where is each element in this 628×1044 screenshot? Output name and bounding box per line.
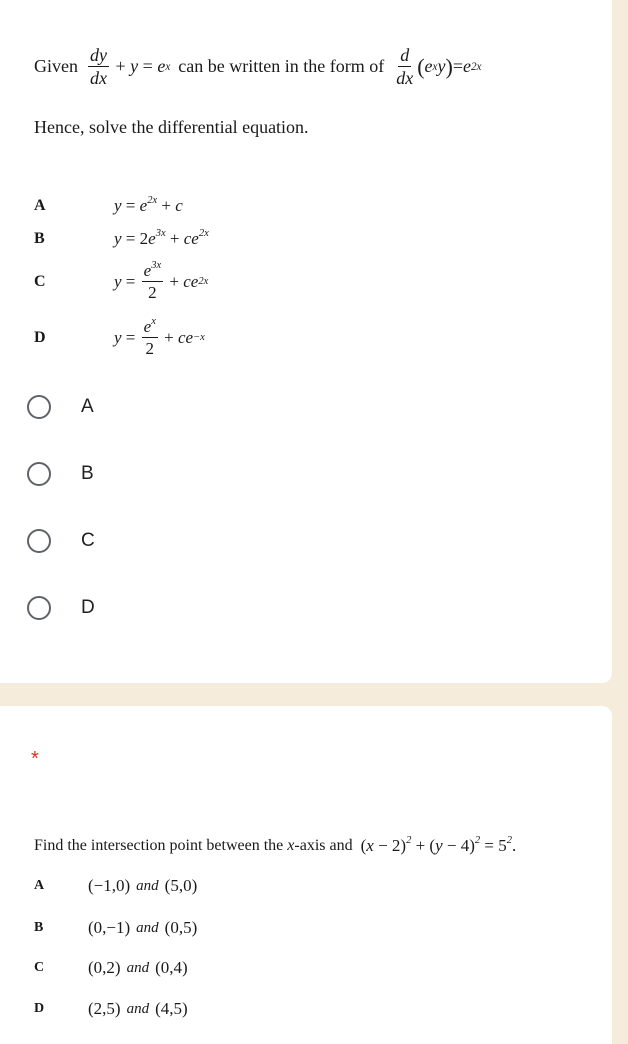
option-c-row <box>34 262 208 301</box>
option-c-expression: y = $\frac{e^{3x}}{2}$ + ce 2x <box>114 260 209 302</box>
option-b-expression: $y = 2e^{3x} + ce^{2x}$ <box>114 228 209 248</box>
q2-option-b-row <box>34 918 197 938</box>
radio-option-a[interactable] <box>27 395 94 419</box>
question-1-statement <box>34 46 482 87</box>
and-word: and <box>126 1000 150 1017</box>
question-card-2 <box>0 706 612 1044</box>
option-a-expression: $y = e^{2x} + c$ <box>114 195 183 215</box>
q2-option-c-row <box>34 958 188 978</box>
radio-label[interactable]: A <box>81 396 94 417</box>
point-1: (0,−1) <box>88 918 131 937</box>
option-letter: D <box>34 328 46 346</box>
point-2: (5,0) <box>164 876 198 895</box>
option-letter: C <box>34 272 46 290</box>
radio-circle-icon[interactable] <box>27 596 51 620</box>
point-1: (2,5) <box>88 999 121 1018</box>
circle-equation: $(x - 2)^2 + (y - 4)^2 = 5^2$. <box>360 835 517 855</box>
option-letter: A <box>34 878 45 893</box>
prompt-axis: x <box>287 837 295 854</box>
prompt-prefix: Find the intersection point between the <box>34 837 284 854</box>
point-2: (0,4) <box>155 958 188 977</box>
radio-label[interactable]: B <box>81 463 94 484</box>
point-1: (−1,0) <box>88 876 131 895</box>
hence-instruction: Hence, solve the differential equation. <box>34 117 309 137</box>
option-letter: A <box>34 197 46 214</box>
option-letter: B <box>34 920 44 935</box>
target-form-equation: $\frac{d}{dx}$ ( e x y ) = e 2x <box>396 45 482 88</box>
point-2: (0,5) <box>164 918 198 937</box>
option-a-row <box>34 196 183 216</box>
question-2-prompt <box>34 836 516 856</box>
option-letter: B <box>34 230 45 247</box>
radio-label[interactable]: D <box>81 597 95 618</box>
radio-circle-icon[interactable] <box>27 462 51 486</box>
and-word: and <box>136 919 159 936</box>
prompt-suffix: -axis and <box>294 837 353 854</box>
point-2: (4,5) <box>155 999 188 1018</box>
given-label: Given <box>34 56 78 76</box>
radio-option-c[interactable] <box>27 529 95 553</box>
q2-option-a-row <box>34 876 197 896</box>
radio-option-d[interactable] <box>27 596 95 620</box>
option-letter: C <box>34 960 45 975</box>
q2-option-d-row <box>34 999 188 1019</box>
option-d-expression: y = $\frac{e^x}{2}$ + ce −x <box>114 316 205 358</box>
radio-circle-icon[interactable] <box>27 395 51 419</box>
given-equation: $\frac{dy}{dx}$ + y = e x <box>90 45 171 88</box>
option-letter: D <box>34 1001 45 1016</box>
and-word: and <box>126 959 150 976</box>
option-d-row <box>34 318 205 357</box>
required-star: * <box>31 748 39 770</box>
option-b-row <box>34 229 209 249</box>
radio-option-b[interactable] <box>27 462 94 486</box>
form-text: can be written in the form of <box>178 56 385 76</box>
point-1: (0,2) <box>88 958 121 977</box>
radio-label[interactable]: C <box>81 530 95 551</box>
radio-circle-icon[interactable] <box>27 529 51 553</box>
and-word: and <box>136 877 159 894</box>
